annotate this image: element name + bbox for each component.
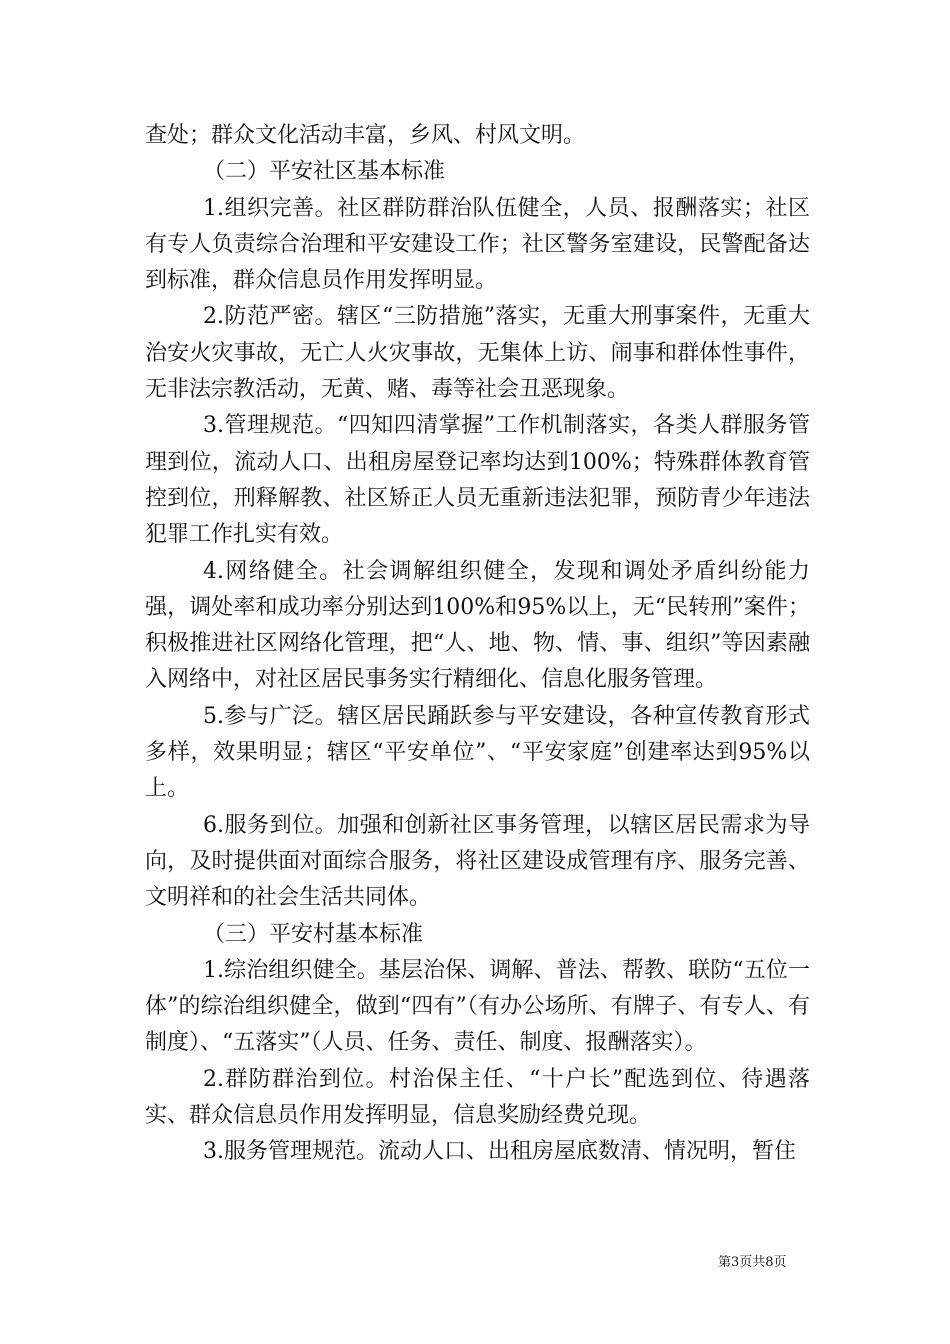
paragraph-village-3: 3.服务管理规范。流动人口、出租房屋底数清、情况明，暂住 xyxy=(203,1139,796,1165)
paragraph-village-1: 1.综治组织健全。基层治保、调解、普法、帮教、联防“五位一体”的综治组织健全，做到“四有”（有办公场所、有牌子、有专人、有制度）、“五落实”（人员、任务、责任、制度、报酬落实）。 xyxy=(145,957,810,1056)
paragraph-community-4: 4.网络健全。社会调解组织健全，发现和调处矛盾纠纷能力强，调处率和成功率分别达到100%和95%以上，无“民转刑”案件；积极推进社区网络化管理，把“人、地、物、情、事、组织”等因素融入网络中，对社区居民事务实行精细化、信息化服务管理。 xyxy=(145,558,810,693)
document-body xyxy=(145,118,810,1171)
paragraph-community-6: 6.服务到位。加强和创新社区事务管理，以辖区居民需求为导向，及时提供面对面综合服务，将社区建设成管理有序、服务完善、文明祥和的社会生活共同体。 xyxy=(145,812,810,911)
paragraph-village-2: 2.群防群治到位。村治保主任、“十户长”配选到位、待遇落实、群众信息员作用发挥明显，信息奖励经费兑现。 xyxy=(145,1066,810,1129)
paragraph-community-5: 5.参与广泛。辖区居民踊跃参与平安建设，各种宣传教育形式多样，效果明显；辖区“平安单位”、“平安家庭”创建率达到95%以上。 xyxy=(145,703,810,802)
paragraph-community-1: 1.组织完善。社区群防群治队伍健全，人员、报酬落实；社区有专人负责综合治理和平安建设工作；社区警务室建设，民警配备达到标准，群众信息员作用发挥明显。 xyxy=(145,195,810,294)
paragraph-continuation: 查处；群众文化活动丰富，乡风、村风文明。 xyxy=(145,123,586,148)
page-number: 第3页共8页 xyxy=(718,1255,787,1270)
section-heading-2: （二）平安社区基本标准 xyxy=(203,159,446,185)
section-heading-3: （三）平安村基本标准 xyxy=(203,921,424,947)
paragraph-community-2: 2.防范严密。辖区“三防措施”落实，无重大刑事案件，无重大治安火灾事故，无亡人火灾事故，无集体上访、闹事和群体性事件，无非法宗教活动，无黄、赌、毒等社会丑恶现象。 xyxy=(145,304,810,403)
paragraph-community-3: 3.管理规范。“四知四清掌握”工作机制落实，各类人群服务管理到位，流动人口、出租房屋登记率均达到100%；特殊群体教育管控到位，刑释解教、社区矫正人员无重新违法犯罪，预防青少年违法犯罪工作扎实有效。 xyxy=(145,413,810,548)
